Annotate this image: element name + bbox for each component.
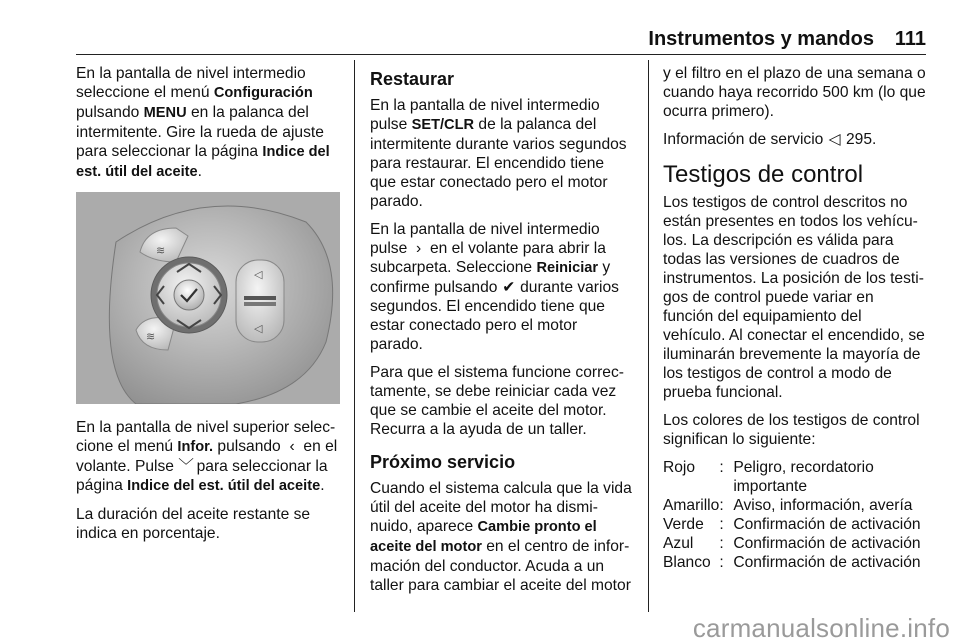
menu-infor: Infor. xyxy=(177,439,214,455)
legend-row xyxy=(663,515,927,534)
legend-row xyxy=(663,496,927,515)
page-number: 111 xyxy=(894,28,926,50)
message-cambie-aceite: Cambie pronto el aceite del motor xyxy=(370,519,597,555)
chevron-right-icon: › xyxy=(416,240,422,257)
section-title: Instrumentos y mandos xyxy=(648,28,874,50)
heading-proximo-servicio: Próximo servicio xyxy=(370,452,516,472)
legend-meaning: Aviso, información, avería xyxy=(733,497,913,514)
svg-text:≋: ≋ xyxy=(156,244,166,257)
col3-paragraph-3: Los testigos de control descritos no están presentes en todos los vehícu‐los. La descripción es válida para todas las versiones de cuadros de instrumentos. La posición de los testi‐gos de control puede variar en función del equipamiento del vehículo. Al conectar el encendido, se iluminarán brevemente la mayoría de los testigos de control a modo de prueba funcional. xyxy=(663,194,925,401)
reiniciar-label: Reiniciar xyxy=(536,260,599,276)
heading-testigos-control: Testigos de control xyxy=(663,161,864,188)
legend-color: Azul xyxy=(663,535,694,552)
steering-wheel-controls-image xyxy=(76,192,340,404)
col1-paragraph-2: En la pantalla de nivel superior selec‐cione el menú Infor. pulsando ‹ en el volante. Pulse ﹀ para seleccionar la página Indice del est. útil del aceite. xyxy=(76,419,338,494)
legend-row xyxy=(663,458,927,496)
chevron-left-icon: ‹ xyxy=(289,438,295,455)
col2-paragraph-1: En la pantalla de nivel intermedio pulse SET/CLR de la palanca del intermitente durante varios segundos para restaurar. El encendido tiene que estar conectado pero el motor parado. xyxy=(370,97,627,210)
svg-text:≋: ≋ xyxy=(146,330,156,343)
col3-paragraph-2: Información de servicio ◁ 295. xyxy=(663,131,877,148)
col2-paragraph-2: En la pantalla de nivel intermedio pulse › en el volante para abrir la subcarpeta. Seleccione Reiniciar y confirme pulsando ✔ durante varios segundos. El encendido tiene que estar conectado pero el motor parado. xyxy=(370,221,619,353)
column-divider-2 xyxy=(648,60,649,612)
legend-meaning: Peligro, recordatorio importante xyxy=(733,459,874,495)
watermark: carmanualsonline.info xyxy=(692,613,950,643)
heading-restaurar: Restaurar xyxy=(370,69,455,89)
legend-meaning: Confirmación de activación xyxy=(733,516,921,533)
menu-configuracion: Configuración xyxy=(213,85,313,101)
legend-color: Blanco xyxy=(663,554,711,571)
col3-paragraph-1: y el filtro en el plazo de una semana o cuando haya recorrido 500 km (lo que ocurra primero). xyxy=(663,65,926,120)
legend-row xyxy=(663,534,927,553)
column-2 xyxy=(370,64,634,604)
page-header xyxy=(0,0,960,54)
page-indice-aceite: Indice del est. útil del aceite xyxy=(76,144,330,180)
legend-color: Verde xyxy=(663,516,704,533)
col1-paragraph-1: En la pantalla de nivel intermedio seleccione el menú Configuración pulsando MENU en la palanca del intermitente. Gire la rueda de ajuste para seleccionar la página Indice del est. útil del aceite. xyxy=(76,65,330,180)
svg-text:◁: ◁ xyxy=(254,268,263,281)
col2-paragraph-3: Para que el sistema funcione correc‐tamente, se debe reiniciar cada vez que se cambie el aceite del motor. Recurra a la ayuda de un taller. xyxy=(370,364,624,438)
col1-paragraph-3: La duración del aceite restante se indica en porcentaje. xyxy=(76,506,311,542)
legend-sep: : xyxy=(719,535,724,552)
set-clr-label: SET/CLR xyxy=(411,117,475,133)
page-reference-icon: ◁ xyxy=(828,131,841,148)
legend-sep: : xyxy=(719,497,724,514)
svg-text:◁: ◁ xyxy=(254,322,263,335)
legend-sep: : xyxy=(719,459,724,476)
col3-paragraph-4: Los colores de los testigos de control significan lo siguiente: xyxy=(663,412,920,448)
menu-button-label: MENU xyxy=(143,105,187,121)
column-3 xyxy=(663,64,927,572)
legend-meaning: Confirmación de activación xyxy=(733,554,921,571)
legend-meaning: Confirmación de activación xyxy=(733,535,921,552)
legend-sep: : xyxy=(719,516,724,533)
legend-row xyxy=(663,553,927,572)
color-legend-table xyxy=(663,458,927,572)
legend-color: Amarillo xyxy=(663,497,720,514)
legend-color: Rojo xyxy=(663,459,696,476)
column-1 xyxy=(76,64,340,552)
legend-sep: : xyxy=(719,554,724,571)
header-rule xyxy=(76,54,926,55)
checkmark-icon: ✔ xyxy=(502,279,516,296)
page-indice-aceite-2: Indice del est. útil del aceite xyxy=(127,478,321,494)
column-divider-1 xyxy=(354,60,355,612)
col2-paragraph-4: Cuando el sistema calcula que la vida útil del aceite del motor ha dismi‐nuido, aparece Cambie pronto el aceite del motor en el centro de infor‐mación del conductor. Acuda a un taller para cambiar el aceite del motor xyxy=(370,480,632,594)
chevron-down-icon: ﹀ xyxy=(178,458,194,475)
